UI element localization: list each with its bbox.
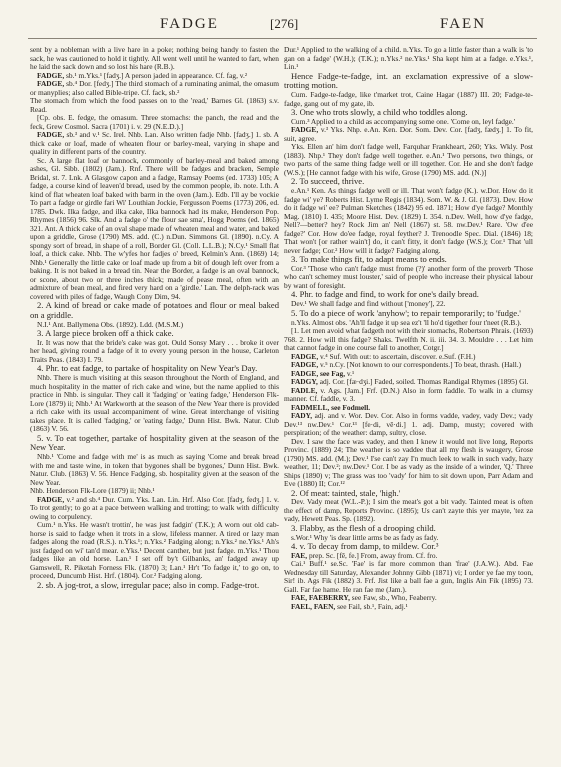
entry-paragraph	[30, 157, 279, 302]
dictionary-entry	[30, 496, 279, 522]
entry-text: 3. A large piece broken off a thick cake.	[37, 328, 174, 339]
headword: FAE,	[291, 550, 308, 560]
entry-text: v.¹	[345, 368, 355, 378]
entry-text: 4. Phr. to eat fadge, to partake of hospitality on New Year's Day.	[37, 363, 258, 374]
headword: FADY,	[291, 411, 313, 421]
entry-paragraph	[30, 434, 279, 454]
entry-text: Yks. Ellen an' him don't fadge well, Farquhar Frankheart, 260; Yks. Wkly. Post (1883). Nhp.¹ They don't fadge well together. e.An.¹ Two persons, two things, or two parts of the same thing fadge well or ill together. Cor. He and she don't fadge (W.S.); [He cannot fadge with his wife, Grose (1790) MS. add. (N.)]	[284, 142, 533, 177]
entry-text: Cum.³ Applied to a child as accompanying some one. 'Come on, leyl fadge.'	[291, 116, 516, 126]
entry-text: 3. One who trots slowly, a child who toddles along.	[291, 107, 468, 118]
entry-text: 3. Flabby, as the flesh of a drooping child.	[291, 522, 436, 533]
entry-text: e.An.¹ Ken. As things fadge well or ill. That won't fadge (K.). w.Dor. How do it fadge wi' ye? Roberts Hist. Lyme Regis (1834). Som. W. & J. Gl. (1873). Dev. How do it fadge wi' ee? Pulman Sketches (1842) 95 ed. 1871; How d'ye fadge? Monthly Mag. (1810) I. 435; Moore Hist. Dev. (1829) I. 354. n.Dev. Well, how d'ye fadge, Nell?—better? hey? Rock Jim an' Nell (1867) st. 58. nw.Dev.¹ Rare. 'Ow d'ee fadge?' Cor. How do'ee fadge, royal feyther? J. Trenoodle Spec. Dial. (1846) 18; That won't [or rather wain't] do, it can't fitty, it don't fadge (W.S.); Cor.¹ That 'ull never fadge; Cor.² How will it fadge? Fadging along.	[284, 186, 533, 255]
entry-paragraph	[284, 72, 533, 92]
entry-text: Dur.¹ Applied to the walking of a child. n.Yks. To go a little faster than a walk is 'to gan on a fadge' (W.H.); (T.K.); n.Yks.² ne.Yks.¹ Sha kept him at a fadge. e.Yks.¹, Lin.¹	[284, 46, 533, 71]
entry-text: n.Yks. Almost obs. 'Ah'll fadge it up sea ez't 'll ho'd tigether four t'neet (R.B.).	[291, 317, 522, 327]
entry-paragraph	[30, 301, 279, 321]
entry-text: v.² and sb.⁴ Dur. Cum. Yks. Lan. Lin. Hrf. Also Cor. [fadʒ, fedʒ.] 1. v. To trot gently; to go at a pace between walking and trotting; to walk with difficulty owing to corpulency.	[30, 494, 279, 521]
headword: FADGE,	[291, 351, 319, 361]
entry-paragraph	[30, 114, 279, 131]
left-column	[30, 46, 279, 758]
entry-text: The stomach from which the food passes on to the 'read,' Barnes Gl. (1863) s.v. Read.	[30, 96, 279, 114]
entry-text: 5. To do a piece of work 'anyhow'; to repair temporarily; to 'fudge.'	[291, 307, 521, 318]
entry-paragraph	[30, 453, 279, 487]
entry-text: Dev.¹ We shall fadge and find without ['money'], 22.	[291, 299, 446, 309]
entry-paragraph	[284, 265, 533, 291]
entry-paragraph	[284, 560, 533, 594]
entry-paragraph	[30, 521, 279, 581]
entry-text: 4. Phr. to fadge and find, to work for one's daily bread.	[291, 289, 479, 300]
entry-text: Dev. Vady meat (W.L.-P.); I sim the meat's got a bit vady. Tainted meat is often the effect of damp, Reports Provinc. (1895); Us can't zayte this yer mayte, 'tez za vady, Hewett Peas. Sp. (1892).	[284, 497, 533, 524]
entry-paragraph	[30, 581, 279, 591]
entry-paragraph	[284, 46, 533, 72]
entry-text: 5. v. To eat together, partake of hospitality given at the season of the New Year.	[30, 432, 279, 453]
entry-paragraph	[30, 46, 279, 72]
entry-text: Dev. I saw the face was vadey, and then I knew it would not live long, Reports Provinc. (1889) 24; The weather is so vaddee that all my flesh is waugery, Grose (1790) MS. add. (M.); Dev.¹ I'se can't zay I'n much leek to walk in such vady, hazy weather, 11; Dev.²; nw.Dev.¹ Cor. I be as vady as the inside of a winder, 'Q.' Three Ships (1890) v; The grass was too 'vady' for him to sit down upon, Parr Adam and Eve (1880) II; Cor.¹²	[284, 436, 533, 489]
entry-text: [1. Let men avoid what fadgeth not with their stomachs, Robertson Phrais. (1693) 768. 2. How will this fadge? Shaks. Twelfth N. ii. iii. 34. 3. Mouldre . . . Let him that cannot fadge in one course fall to another, Cotgr.]	[284, 326, 533, 353]
entry-text: N.I.¹ Ant. Ballymena Obs. (1892). Ldd. (M.S.M.)	[37, 319, 184, 329]
entry-text: Nhb. There is much visiting at this season throughout the North of England, and much hospitality in the matter of rich cake and wine, but the name applied to this practice in Nhb. is singular. They call it 'fadging' or 'eating fadge,' Henderson Flk-Lore (1879) ii; Nhb.¹ At Warkworth at the season of the New Year there is provided a rich cake with its usual accompaniment of wine. Great interchange of visiting takes place. It is called 'fadging,' or 'eating fadge,' Dunn Hist. Bwk. Natur. Club (1863) V. 56.	[30, 373, 279, 434]
entry-paragraph	[284, 327, 533, 353]
headword: FADMELL, see Fodmell.	[291, 402, 371, 412]
entry-text: 3. To make things fit, to adapt means to ends.	[291, 254, 447, 265]
entry-text: see Fail, sb.¹, Fain, adj.¹	[335, 601, 408, 611]
entry-paragraph	[284, 498, 533, 524]
entry-paragraph	[30, 374, 279, 434]
entry-text: v. Ags. [Jam.] Frf. (D.N.) Also in form faddle. To walk in a clumsy manner. Cf. faddle, v. 3.	[284, 385, 533, 404]
dictionary-entry	[284, 126, 533, 143]
entry-paragraph	[284, 91, 533, 108]
entry-text: v.⁴ Suf. With out: to ascertain, discover. e.Suf. (F.H.)	[318, 351, 476, 361]
dictionary-entry	[30, 131, 279, 157]
entry-text: sb.⁴ Dor. [fedʒ.] The third stomach of a ruminating animal, the omasum or manyplies; also called Bible-tripe. Cf. fack, sb.²	[30, 79, 279, 97]
entry-text: v.⁵ n.Cy. [Not known to our correspondents.] To beat, thrash. (Hall.)	[318, 360, 522, 370]
headword: FADGE,	[37, 130, 65, 139]
entry-paragraph	[30, 97, 279, 114]
entry-paragraph	[30, 339, 279, 365]
entry-text: 2. sb. A jog-trot, a slow, irregular pace; also in comp. Fadge-trot.	[37, 579, 260, 590]
dictionary-entry	[284, 387, 533, 404]
entry-text: Cor.³ 'Those who can't fadge must frome (?)' another form of the proverb 'Those who can't schemey must louster,' said of people who increase their physical labour by want of foresight.	[284, 263, 533, 290]
entry-text: [Cp. obs. E. fedge, the omasum. Three stomachs: the panch, the read and the feck, Grew Cosmol. Sacra (1701) i. v. 29 (N.E.D.).]	[30, 113, 279, 131]
entry-text: v.³ Yks. Nhp. e.An. Ken. Dor. Som. Dev. Cor. [fadʒ, fædʒ.] 1. To fit, suit, agree.	[284, 125, 533, 143]
headword: FAEL, FAEN,	[291, 601, 336, 611]
running-header	[28, 14, 537, 39]
headword: FADGE,	[291, 125, 319, 135]
dictionary-entry	[30, 80, 279, 97]
entry-text: Sc. A large flat loaf or bannock, commonly of barley-meal and baked among ashes, Gl. Sibb. (1802) (Jam.). Rnf. There will be fadges and bracken, Semple Bridal, st. 7. Lnk. A Glasgow capon and a fadge, Ramsay Poems (ed. 1733) 105; A fadge, a course kind of leaven'd bread, used by the common people, ib. note. Lth. A kind of flat wheaten loaf baked with barm in the oven (Jam.). Edb. I'll ay be vockie To part a fadge or girdle fari Wi' Louthian Jockie, Fergusson Poems (1773) 206, ed. 1785. Dwk. Ilka fadge, and ilka cake, Ilka bannock had its make, Henderson Pop. Rhymes (1856) 96. Slk. And a fadge o' the flour sae sma', Hogg Poems (ed. 1865) 321. Ant. A thick cake of an oval shape made of wheaten meal and water, and baked upon a griddle, Grose (1790) MS. add. (C.) n.Dun. Simmons Gl. (1890). n.Cy. A spongy sort of bread, in shape of a roll, Border Gl. (Coll. L.L.B.); N.Cy.¹ Small flat loaf, a thick cake. Nhb. The w'yfes hor fadjes o' breed, Kelmin's Ann. (1869) 14; Nhb.¹ Generally the little cake or loaf made up from a bit of dough left over from a baking. It is not baked in a bread tin. Near the Border, a fadge is an oval bannock, or scone, about two or three inches thick; made of pease meal, often with an admixture of bean meal, and fired very hard on a 'girdle.' Lan. The delph-rack was covered with piles of fadge, Waugh Cony Dim, 94.	[30, 155, 279, 301]
headword: FADGE, see Fag,	[291, 368, 346, 378]
entry-text: Cum.¹ n.Yks. He wasn't trottin', he was just fadgin' (T.K.); A worn out old cab-horse is said to fadge when it trots in a slow, lifeless manner. A tired or lazy man fadges along the road (R.S.). n.Yks.¹; n.Yks.² Fadging along; n.Yks.² ne.Yks.¹ Ah's just fadged on wi' tan'd mear. e.Yks.¹ Decent canther, but just fadge. m.Yks.¹ Thou fadges like an old horse. Lan.¹ I set off by't Gilbanks, an' fadged away up Gamswell, R. Piketah Forness Flk. (1870) 3; Lan.¹ Hr't 'To fadge it,' to go on, to proceed, Duncumb Hist. Hrf. (1804). Cor.² Fadging along.	[30, 520, 279, 581]
entry-text: 4. v. To decay from damp, to mildew. Cor.³	[291, 541, 439, 552]
headword: FADGY,	[291, 377, 318, 387]
entry-text: Ir. It was now that the bride's cake was got. Ould Sonsy Mary . . . broke it over her head, giving round a fadge of it to every young person in the house, Carleton Traits Peas. (1843) I. 79.	[30, 337, 279, 364]
headword: FADGE,	[291, 360, 319, 370]
page-number: [276]	[270, 16, 299, 31]
entry-text: prep. Sc. [fē, fe.] From, away from. Cf. fro.	[307, 550, 438, 560]
entry-text: Cai.¹ Buff.¹ se.Sc. 'Fae' is far more common than 'frae' (J.A.W.). Abd. Fae Wednesday till Saturday, Alexander Johnny Gibb (1871) vi; I order ye fae my toon, Sir! ib. Ags Fik (1882) 3. Frf. Jist like a ball fae a gun, Inglis Ain Fik (1895) 73. Gall. Far fae hame. He ran fae me (Jam.).	[284, 559, 533, 594]
header-right-guideword: FAEN	[440, 16, 487, 32]
entry-text: sb.¹ m.Yks.¹ [fadʒ.] A person jaded in appearance. Cf. fag, v.²	[64, 70, 248, 80]
entry-text: 2. A kind of bread or cake made of potatoes and flour or meal baked on a griddle.	[30, 300, 279, 320]
headword: FADGE,	[37, 70, 65, 80]
dictionary-entry	[284, 603, 533, 612]
header-left-guideword: FADGE	[160, 16, 219, 32]
entry-text: 2. To succeed, thrive.	[291, 176, 365, 187]
headword: FAE, FAEBERRY,	[291, 593, 350, 603]
entry-text: Cum. Fadge-te-fadge, like t'market trot, Caine Hagar (1887) III. 20; Fadge-te-fadge, gang out of my gate, ib.	[284, 90, 533, 108]
headword: FADGE,	[37, 494, 65, 504]
entry-paragraph	[284, 143, 533, 177]
headword: FADGE,	[37, 79, 65, 88]
dictionary-entry	[284, 412, 533, 438]
headword: FADLE,	[291, 385, 318, 395]
entry-text: Hence Fadge-te-fadge, int. an exclamation expressive of a slow-trotting motion.	[284, 70, 533, 91]
entry-text: sb.³ and v.¹ Sc. Irel. Nhb. Lan. Also written fadje Nhb. [fadʒ.] 1. sb. A thick cake or loaf, made of wheaten flour or barley-meal, varying in shape and quality in different parts of the country.	[30, 130, 279, 156]
entry-paragraph	[284, 187, 533, 255]
entry-text: adj. and v. Wor. Dev. Cor. Also in forms vadde, vadey, vady Dev.; vady Dev.¹³ nw.Dev.¹ Cor.¹³ [fe·di, vē·di.] 1. adj. Damp, musty; covered with perspiration; of the weather: damp, sultry, close.	[284, 411, 533, 438]
entry-text: 2. Of meat: tainted, stale, 'high.'	[291, 487, 401, 498]
entry-text: adj. Cor. [fæ·dʒi.] Faded, soiled. Thomas Randigal Rhymes (1895) Gl.	[317, 377, 529, 387]
entry-text: Nhb.¹ 'Come and fadge with me' is as much as saying 'Come and break bread with me and taste wine, in token that bygones shall be bygones,' Dunn Hist. Bwk. Natur. Club. (1863) V. 56. Hence Fadging, sb. hospitality given at the season of the New Year.	[30, 452, 279, 487]
entry-text: s.Wor.¹ Why 'is dear little arms be as fady as fady.	[291, 532, 439, 542]
entry-text: see Faw, sb., Who, Feaberry.	[349, 593, 437, 603]
entry-paragraph	[284, 438, 533, 489]
entry-text: Nhb. Henderson Flk-Lore (1879) ii; Nhb.¹	[30, 486, 155, 496]
right-column	[284, 46, 533, 758]
entry-text: sent by a nobleman with a live hare in a poke; nothing being handy to fasten the sack, he was cautioned to hold it tightly. All went well until he wanted to fart, when he laid the sack down and so lost his hare (R.B.).	[30, 46, 279, 71]
